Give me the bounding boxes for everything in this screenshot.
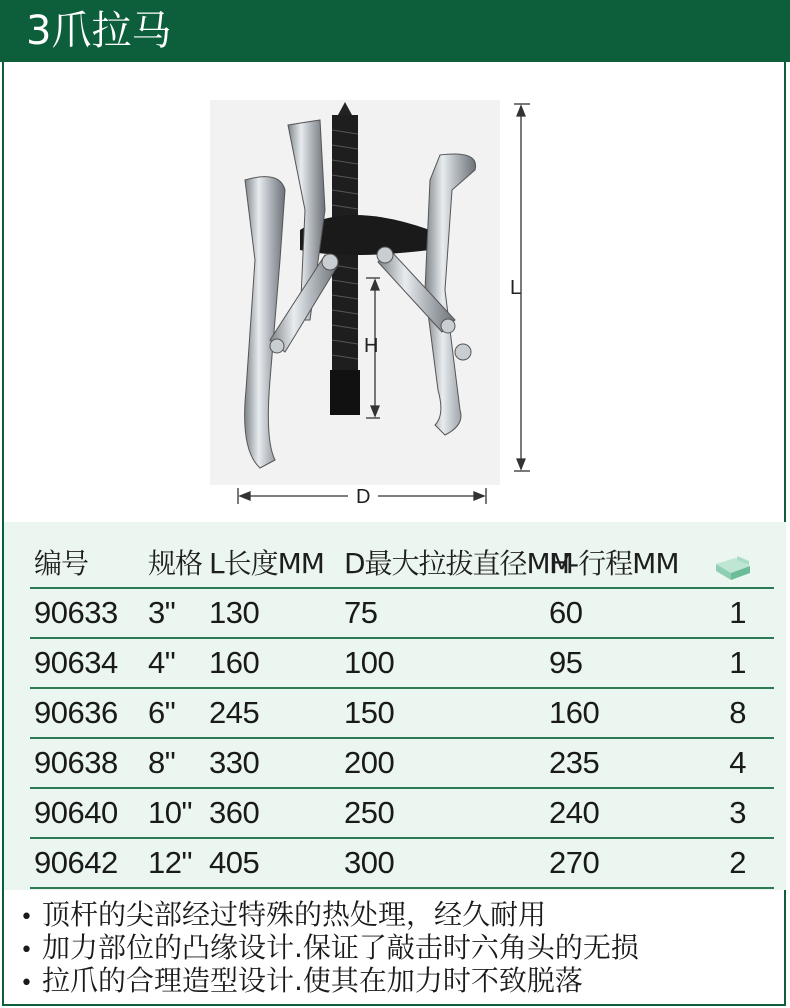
table-row bbox=[0, 789, 790, 837]
cell-diameter: 100 bbox=[344, 645, 395, 680]
box-icon bbox=[713, 552, 753, 582]
header-spec: 规格 bbox=[148, 547, 203, 580]
bullet-icon: • bbox=[20, 938, 33, 963]
cell-qty: 4 bbox=[729, 745, 746, 780]
cell-diameter: 250 bbox=[344, 795, 395, 830]
cell-code: 90642 bbox=[34, 845, 118, 880]
cell-spec: 12" bbox=[148, 845, 192, 880]
table-row bbox=[0, 839, 790, 887]
bullet-icon: • bbox=[20, 971, 33, 996]
feature-text: 拉爪的合理造型设计.使其在加力时不致脱落 bbox=[42, 964, 583, 997]
cell-qty: 2 bbox=[729, 845, 746, 880]
feature-item bbox=[20, 964, 780, 997]
cell-spec: 10" bbox=[148, 795, 192, 830]
cell-stroke: 270 bbox=[549, 845, 600, 880]
cell-stroke: 240 bbox=[549, 795, 600, 830]
dimension-label-l: L bbox=[510, 277, 522, 299]
cell-diameter: 200 bbox=[344, 745, 395, 780]
three-jaw-puller-image bbox=[180, 90, 560, 515]
cell-spec: 8" bbox=[148, 745, 176, 780]
feature-text: 加力部位的凸缘设计.保证了敲击时六角头的无损 bbox=[42, 931, 639, 964]
cell-code: 90636 bbox=[34, 695, 118, 730]
cell-spec: 6" bbox=[148, 695, 176, 730]
cell-qty: 1 bbox=[729, 595, 746, 630]
cell-length: 360 bbox=[209, 795, 260, 830]
cell-length: 160 bbox=[209, 645, 260, 680]
cell-spec: 4" bbox=[148, 645, 176, 680]
cell-code: 90633 bbox=[34, 595, 118, 630]
cell-qty: 3 bbox=[729, 795, 746, 830]
feature-item bbox=[20, 898, 780, 931]
dimension-label-d: D bbox=[356, 486, 371, 508]
feature-list bbox=[20, 898, 780, 997]
cell-stroke: 235 bbox=[549, 745, 600, 780]
feature-item bbox=[20, 931, 780, 964]
feature-text: 顶杆的尖部经过特殊的热处理，经久耐用 bbox=[42, 898, 547, 931]
cell-qty: 1 bbox=[729, 645, 746, 680]
cell-code: 90640 bbox=[34, 795, 118, 830]
cell-length: 330 bbox=[209, 745, 260, 780]
cell-diameter: 75 bbox=[344, 595, 378, 630]
cell-length: 130 bbox=[209, 595, 260, 630]
dimension-label-h: H bbox=[364, 335, 379, 357]
table-row bbox=[0, 639, 790, 687]
cell-length: 405 bbox=[209, 845, 260, 880]
cell-qty: 8 bbox=[729, 695, 746, 730]
cell-stroke: 160 bbox=[549, 695, 600, 730]
header-length: L长度MM bbox=[209, 547, 324, 580]
cell-code: 90638 bbox=[34, 745, 118, 780]
cell-diameter: 150 bbox=[344, 695, 395, 730]
table-row bbox=[0, 739, 790, 787]
cell-length: 245 bbox=[209, 695, 260, 730]
cell-stroke: 60 bbox=[549, 595, 583, 630]
header-diameter: D最大拉拔直径MM bbox=[344, 547, 573, 580]
title-bar bbox=[0, 0, 790, 62]
divider bbox=[30, 887, 774, 889]
cell-code: 90634 bbox=[34, 645, 118, 680]
table-row bbox=[0, 589, 790, 637]
header-stroke: H-行程MM bbox=[549, 547, 679, 580]
page-title: 3爪拉马 bbox=[26, 8, 172, 54]
table-row bbox=[0, 689, 790, 737]
cell-spec: 3" bbox=[148, 595, 176, 630]
cell-stroke: 95 bbox=[549, 645, 583, 680]
bullet-icon: • bbox=[20, 905, 33, 930]
header-code: 编号 bbox=[34, 547, 89, 580]
cell-diameter: 300 bbox=[344, 845, 395, 880]
table-header-row bbox=[0, 540, 790, 588]
